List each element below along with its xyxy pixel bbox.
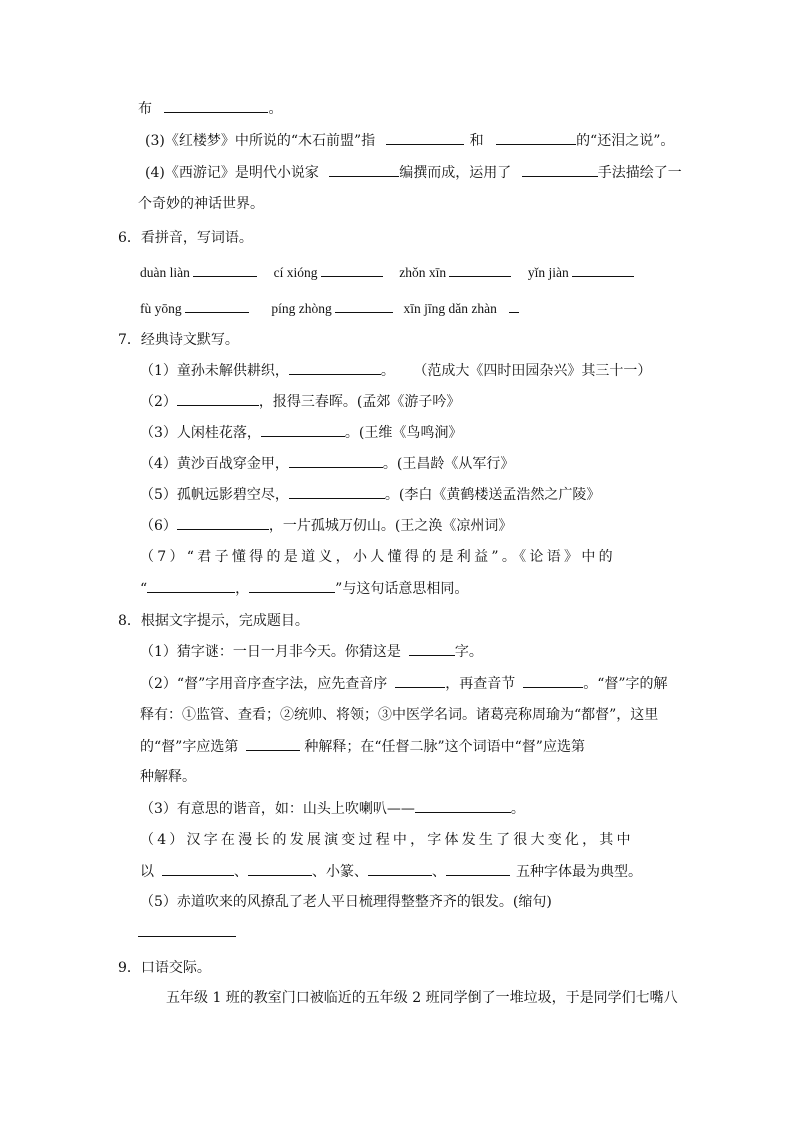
answer-blank[interactable] <box>248 861 312 876</box>
question-8-3: （3）有意思的谐音，如：山头上吹喇叭—— 。 <box>140 798 525 819</box>
answer-blank[interactable] <box>193 262 257 277</box>
answer-blank[interactable] <box>289 484 385 499</box>
question-8-4: （4）汉字在漫长的发展演变过程中，字体发生了很大变化，其中 <box>140 832 634 848</box>
pinyin-item: yǐn jiàn <box>527 265 569 280</box>
question-7-title: 7．经典诗文默写。 <box>118 332 239 348</box>
question-5-3: (3)《红楼梦》中所说的“木石前盟”指 和 的“还泪之说”。 <box>145 130 674 151</box>
answer-blank[interactable] <box>249 578 335 593</box>
question-8-2-cont3: 种解释。 <box>140 769 196 785</box>
pinyin-item: píng zhòng <box>271 301 332 316</box>
answer-blank[interactable] <box>522 162 598 177</box>
answer-line: 布 。 <box>138 98 282 119</box>
question-8-4-cont: 以 、 、小篆、 、 五种字体最为典型。 <box>140 861 642 882</box>
answer-blank[interactable] <box>177 515 269 530</box>
question-5-4: (4)《西游记》是明代小说家 编撰而成，运用了 手法描绘了一 <box>145 162 682 183</box>
answer-blank[interactable] <box>289 453 383 468</box>
question-8-1: （1）猜字谜：一日一月非今天。你猜这是 字。 <box>140 641 483 662</box>
pinyin-item: cí xióng <box>273 265 318 280</box>
question-6-title: 6．看拼音，写词语。 <box>118 230 253 246</box>
pinyin-row-2 <box>140 298 519 319</box>
answer-blank[interactable] <box>321 262 383 277</box>
answer-blank[interactable] <box>329 162 399 177</box>
answer-blank[interactable] <box>509 298 519 313</box>
pinyin-row-1 <box>140 262 634 283</box>
answer-blank[interactable] <box>177 391 259 406</box>
question-8-5: （5）赤道吹来的风撩乱了老人平日梳理得整整齐齐的银发。(缩句) <box>140 894 552 910</box>
question-8-title: 8．根据文字提示，完成题目。 <box>118 613 309 629</box>
poem-3: （3）人闲桂花落， 。(王维《鸟鸣涧》 <box>140 422 462 443</box>
poem-2: （2） ，报得三春晖。(孟郊《游子吟》 <box>140 391 460 412</box>
answer-blank[interactable] <box>449 262 511 277</box>
question-9-text: 五年级 1 班的教室门口被临近的五年级 2 班同学倒了一堆垃圾，于是同学们七嘴八 <box>166 990 678 1006</box>
answer-blank[interactable] <box>162 861 234 876</box>
poem-1: （1）童孙未解供耕织， 。 （范成大《四时田园杂兴》其三十一） <box>140 360 651 381</box>
pinyin-item: fù yōng <box>140 301 182 316</box>
question-8-2-cont: 释有：①监管、查看；②统帅、将领；③中医学名词。诸葛亮称周瑜为“都督”，这里 <box>140 707 659 723</box>
answer-blank[interactable] <box>261 422 345 437</box>
answer-blank[interactable] <box>335 298 393 313</box>
question-8-5-answer <box>138 922 236 943</box>
answer-blank[interactable] <box>415 798 511 813</box>
answer-blank[interactable] <box>246 736 300 751</box>
answer-blank[interactable] <box>572 262 634 277</box>
answer-blank[interactable] <box>386 130 464 145</box>
answer-blank[interactable] <box>147 578 235 593</box>
answer-blank[interactable] <box>395 673 445 688</box>
poem-7: （7）“君子懂得的是道义，小人懂得的是利益”。《论语》中的 <box>140 549 616 565</box>
question-8-2-cont2: 的“督”字应选第 种解释；在“任督二脉”这个词语中“督”应选第 <box>140 736 585 757</box>
pinyin-item: xīn jīng dǎn zhàn <box>403 301 497 316</box>
answer-blank[interactable] <box>138 922 236 937</box>
answer-blank[interactable] <box>409 641 455 656</box>
answer-blank[interactable] <box>368 861 432 876</box>
answer-blank[interactable] <box>185 298 249 313</box>
answer-blank[interactable] <box>164 98 268 113</box>
poem-7-cont: “ ， ”与这句话意思相同。 <box>140 578 468 599</box>
poem-5: （5）孤帆远影碧空尽， 。(李白《黄鹤楼送孟浩然之广陵》 <box>140 484 600 505</box>
answer-blank[interactable] <box>523 673 583 688</box>
answer-blank[interactable] <box>289 360 381 375</box>
answer-blank[interactable] <box>496 130 576 145</box>
question-8-2: （2）“督”字用音序查字法，应先查音序 ，再查音节 。“督”字的解 <box>140 673 668 694</box>
pinyin-item: duàn liàn <box>140 265 190 280</box>
poem-6: （6） ，一片孤城万仞山。(王之涣《凉州词》 <box>140 515 512 536</box>
question-9-title: 9．口语交际。 <box>118 960 211 976</box>
answer-blank[interactable] <box>446 861 510 876</box>
poem-4: （4）黄沙百战穿金甲， 。(王昌龄《从军行》 <box>140 453 514 474</box>
question-5-4-cont: 个奇妙的神话世界。 <box>138 196 264 212</box>
pinyin-item: zhǒn xīn <box>399 265 447 280</box>
